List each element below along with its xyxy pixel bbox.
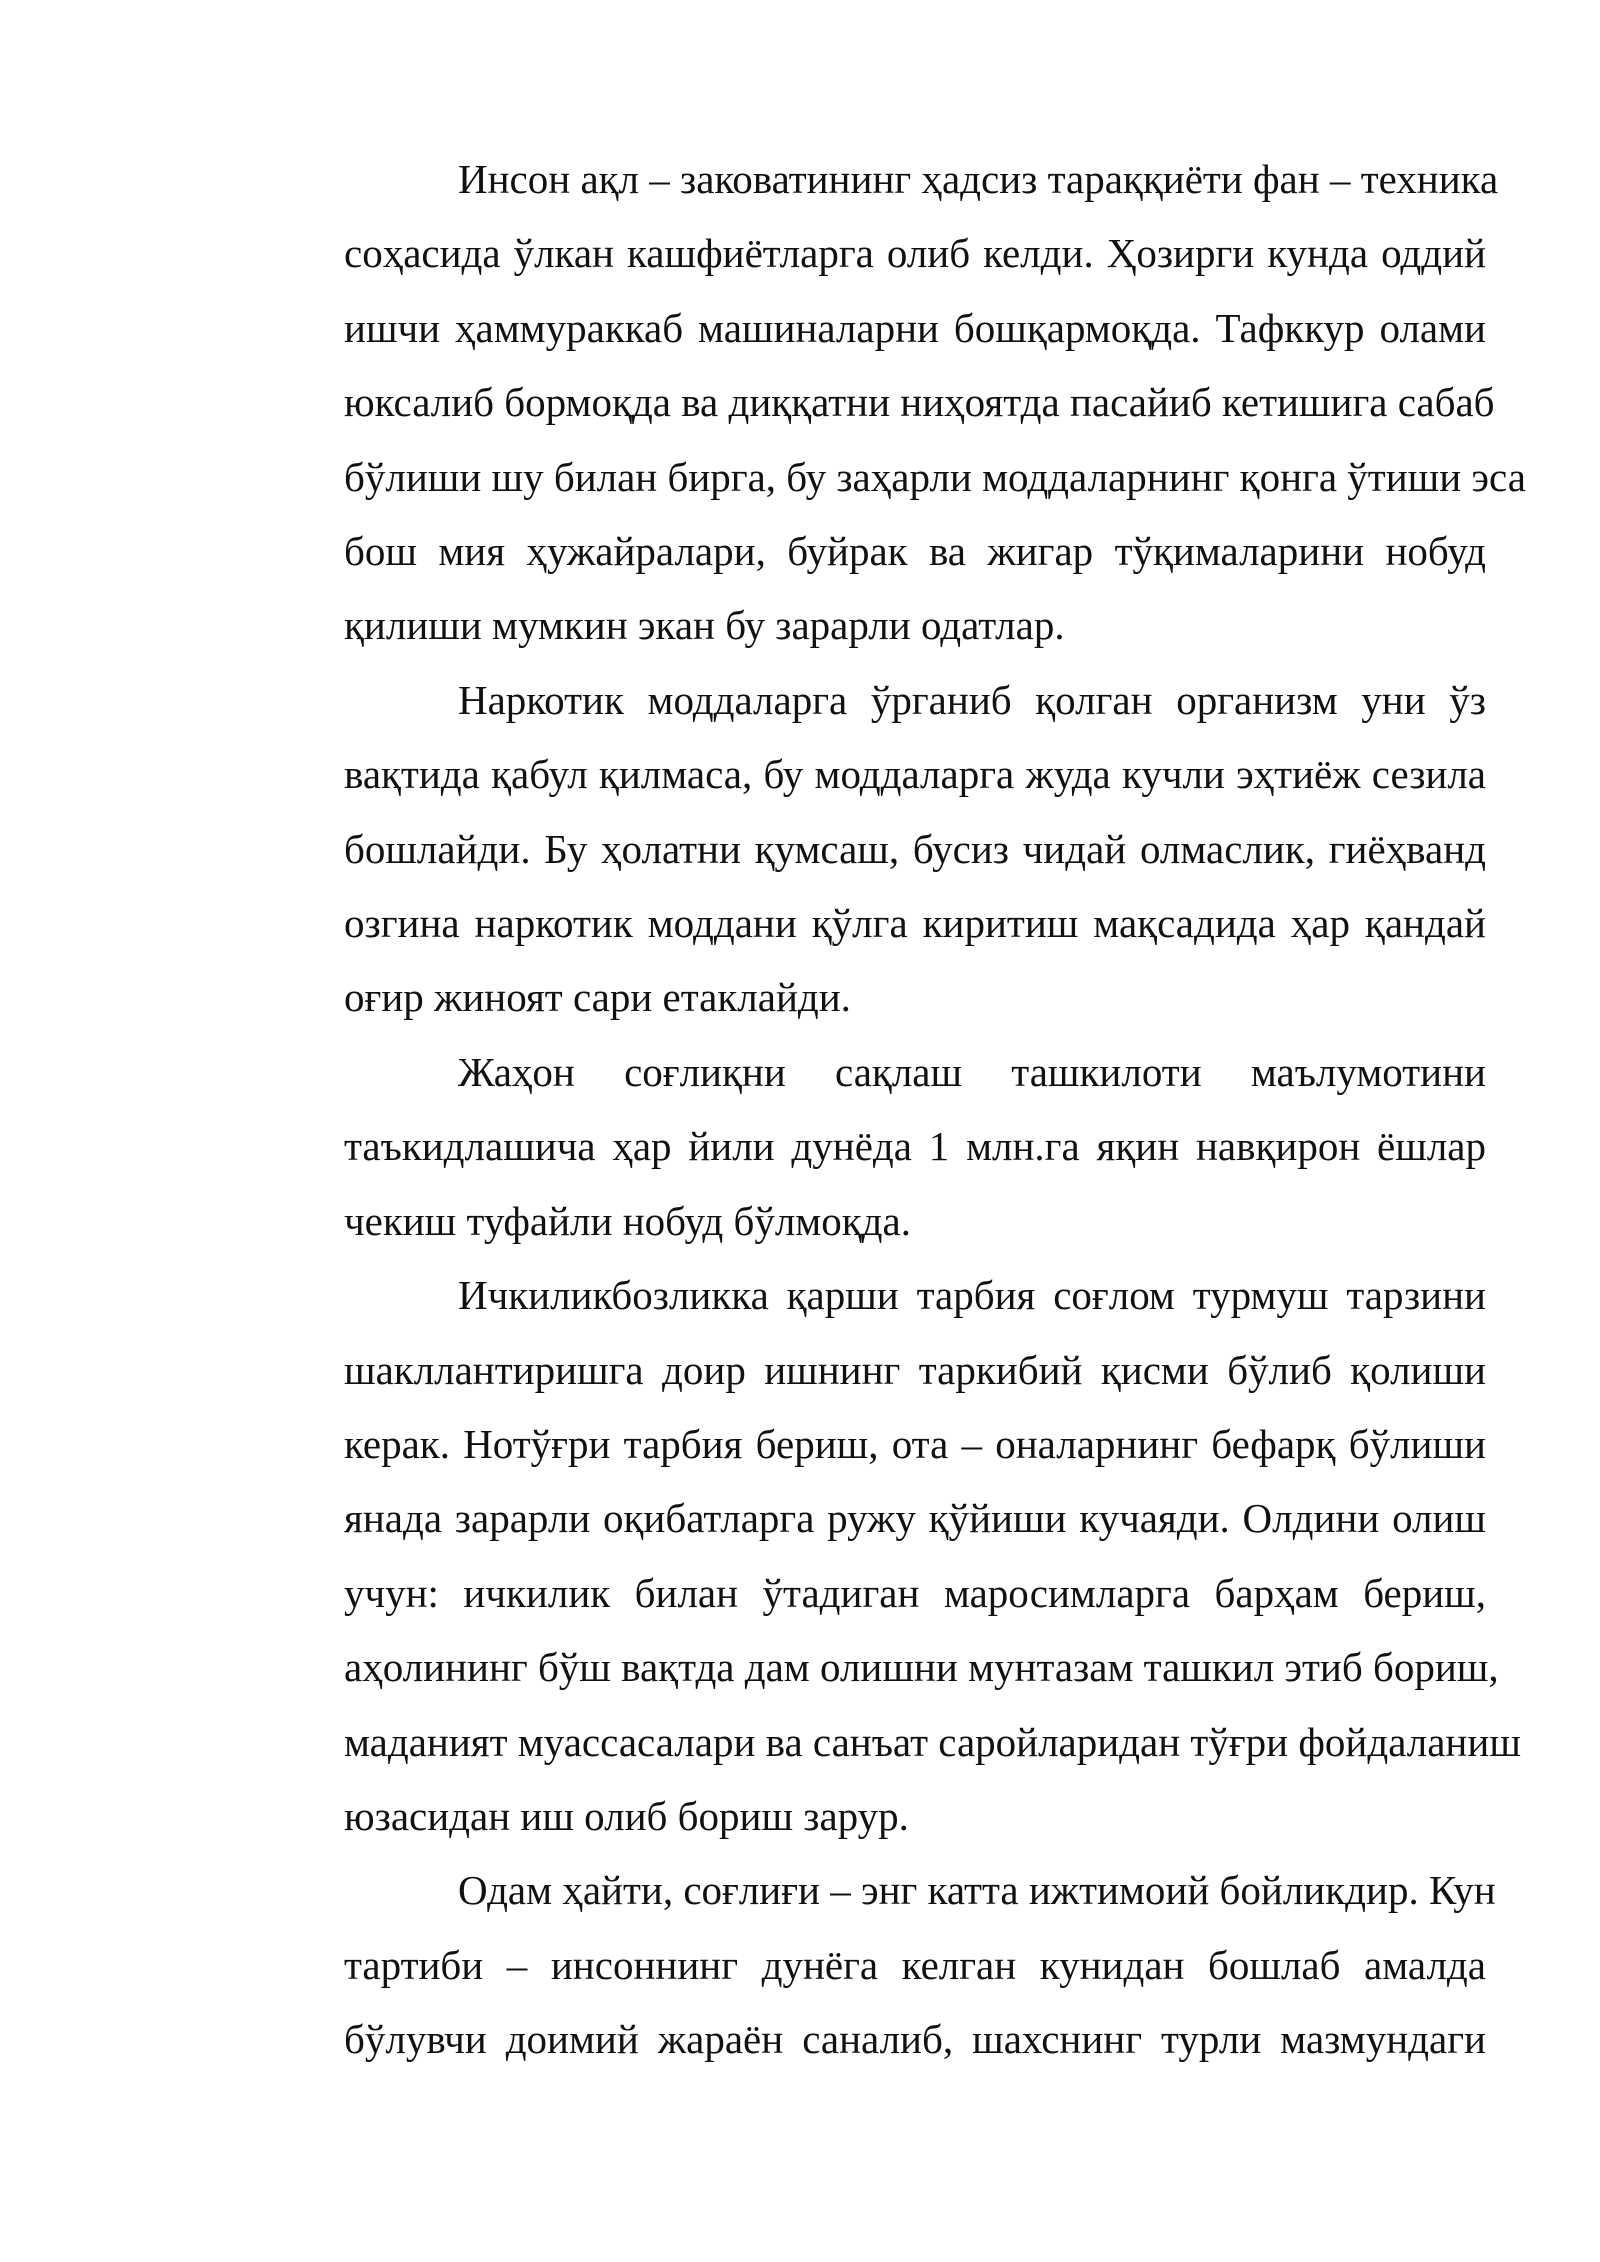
text-line: юксалиб бормоқда ва диққатни ниҳоятда пасайиб кетишига сабаб — [344, 379, 1495, 426]
text-line: тартиби – инсоннинг дунёга келган кунидан бошлаб амалда — [344, 1941, 1486, 1988]
text-line: бўлиши шу билан бирга, бу заҳарли моддаларнинг қонга ўтиши эса — [344, 453, 1526, 500]
text-line: оғир жиноят сари етаклайди. — [344, 974, 851, 1021]
text-line: чекиш туфайли нобуд бўлмоқда. — [344, 1197, 911, 1244]
text-line: Инсон ақл – заковатининг ҳадсиз тараққиёти фан – техника — [458, 156, 1499, 202]
text-line: янада зарарли оқибатларга ружу қўйиши кучаяди. Олдини олиш — [344, 1495, 1486, 1542]
text-line: бошлайди. Бу ҳолатни қумсаш, бусиз чидай олмаслик, гиёҳванд — [344, 825, 1486, 872]
text-line: Одам ҳайти, соғлиғи – энг катта ижтимоий бойликдир. Кун — [458, 1867, 1496, 1914]
text-line: керак. Нотўғри тарбия бериш, ота – оналарнинг бефарқ бўлиши — [344, 1420, 1486, 1467]
text-line: маданият муассасалари ва санъат саройларидан тўғри фойдаланиш — [344, 1718, 1521, 1765]
paragraph-3 — [230, 1035, 1486, 1258]
text-line: учун: ичкилик билан ўтадиган маросимларга барҳам бериш, — [344, 1569, 1486, 1616]
text-line: Ичкиликбозликка қарши тарбия соғлом турмуш тарзини — [458, 1272, 1486, 1319]
text-line: Наркотик моддаларга ўрганиб қолган организм уни ўз — [458, 676, 1486, 723]
paragraph-1 — [230, 142, 1526, 663]
text-line: бўлувчи доимий жараён саналиб, шахснинг турли мазмундаги — [344, 2016, 1486, 2063]
text-line: юзасидан иш олиб бориш зарур. — [344, 1792, 909, 1839]
paragraph-4 — [230, 1258, 1521, 1853]
paragraph-2 — [230, 663, 1486, 1035]
text-line: соҳасида ўлкан кашфиётларга олиб келди. Ҳозирги кунда оддий — [344, 230, 1486, 277]
text-line: шакллантиришга доир ишнинг таркибий қисми бўлиб қолиши — [344, 1346, 1486, 1393]
text-line: аҳолининг бўш вақтда дам олишни мунтазам ташкил этиб бориш, — [344, 1644, 1499, 1691]
paragraph-5 — [230, 1853, 1496, 2076]
document-page — [230, 142, 1526, 2077]
text-line: қилиши мумкин экан бу зарарли одатлар. — [344, 602, 1065, 649]
text-line: вақтида қабул қилмаса, бу моддаларга жуда кучли эҳтиёж сезила — [344, 751, 1486, 798]
text-line: озгина наркотик моддани қўлга киритиш мақсадида ҳар қандай — [344, 900, 1486, 947]
text-line: бош мия ҳужайралари, буйрак ва жигар тўқималарини нобуд — [344, 528, 1486, 575]
text-line: ишчи ҳаммураккаб машиналарни бошқармоқда. Тафккур олами — [344, 304, 1486, 351]
text-line: Жаҳон соғлиқни сақлаш ташкилоти маълумотини — [458, 1048, 1486, 1095]
text-line: таъкидлашича ҳар йили дунёда 1 млн.га яқин навқирон ёшлар — [344, 1123, 1486, 1170]
